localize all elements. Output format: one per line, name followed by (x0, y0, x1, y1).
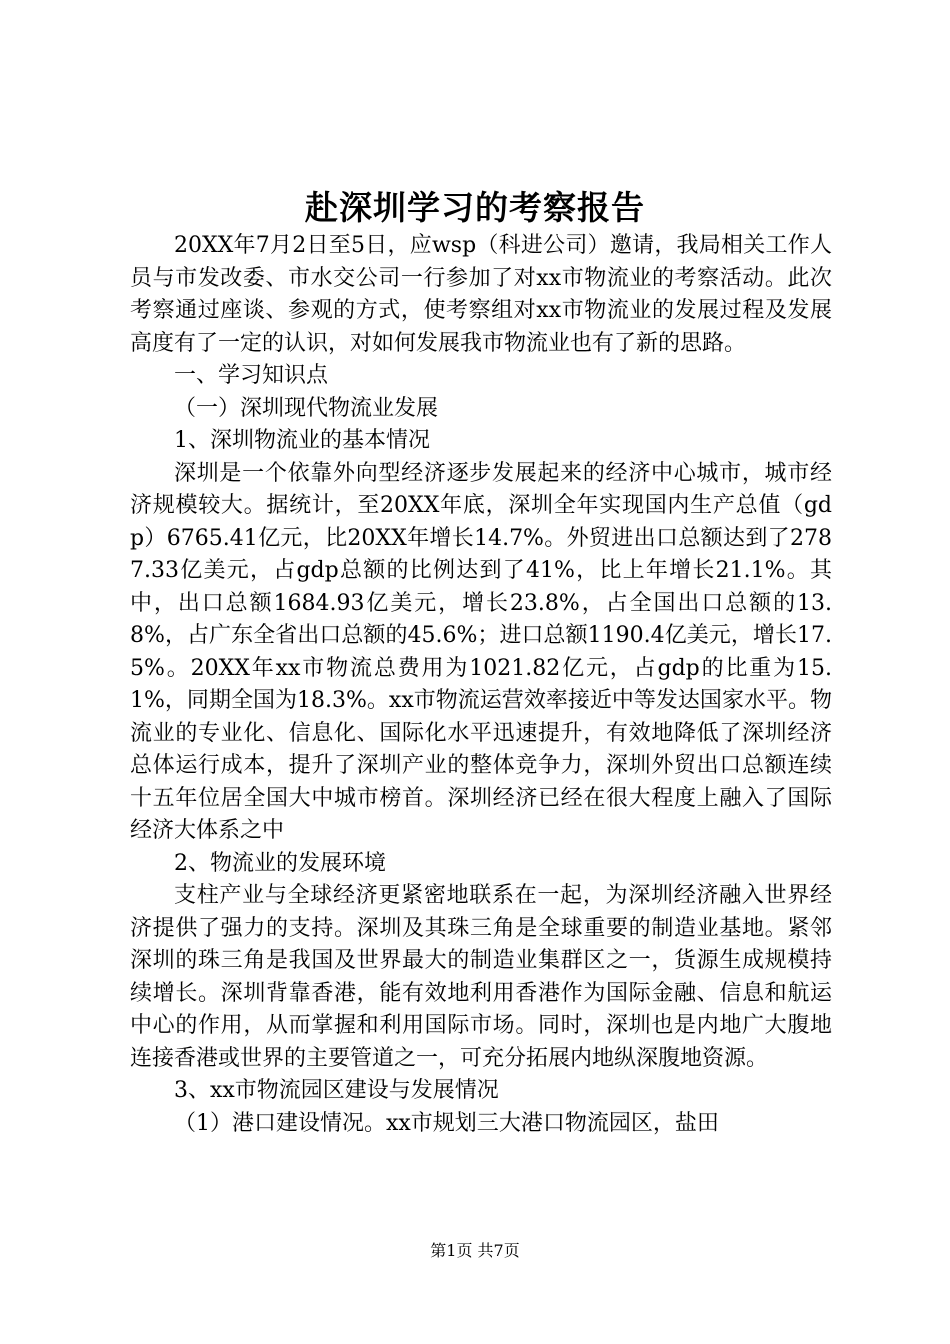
heading-section-1: 一、学习知识点 (174, 363, 329, 388)
heading-subsection-1: （一）深圳现代物流业发展 (174, 395, 439, 421)
paragraph-basic-situation: 深圳是一个依靠外向型经济逐步发展起来的经济中心城市，城市经济规模较大。据统计，至20XX年底，深圳全年实现国内生产总值（gdp）6765.41亿元，比20XX年增长14.7%。外贸进出口总额达到了2787.33亿美元，占gdp总额的比例达到了41%，比上年增长21.1%。其中，出口总额1684.93亿美元，增长23.8%，占全国出口总额的13.8%，占广东全省出口总额的45.6%；进口总额1190.4亿美元，增长17.5%。20XX年xx市物流总费用为1021.82亿元，占gdp的比重为15.1%，同期全国为18.3%。xx市物流运营效率接近中等发达国家水平。物流业的专业化、信息化、国际化水平迅速提升，有效地降低了深圳经济总体运行成本，提升了深圳产业的整体竞争力，深圳外贸出口总额连续十五年位居全国大中城市榜首。深圳经济已经在很大程度上融入了国际经济大体系之中 (130, 460, 832, 843)
paragraph-environment: 支柱产业与全球经济更紧密地联系在一起，为深圳经济融入世界经济提供了强力的支持。深圳及其珠三角是全球重要的制造业基地。紧邻深圳的珠三角是我国及世界最大的制造业集群区之一，货源生成规模持续增长。深圳背靠香港，能有效地利用香港作为国际金融、信息和航运中心的作用，从而掌握和利用国际市场。同时，深圳也是内地广大腹地连接香港或世界的主要管道之一，可充分拓展内地纵深腹地资源。 (130, 883, 832, 1071)
heading-item-3: 3、xx市物流园区建设与发展情况 (174, 1078, 499, 1103)
heading-item-2: 2、物流业的发展环境 (174, 850, 386, 876)
heading-item-1: 1、深圳物流业的基本情况 (174, 428, 430, 453)
paragraph-port-construction: （1）港口建设情况。xx市规划三大港口物流园区，盐田 (174, 1110, 719, 1136)
document-body (130, 230, 832, 1140)
page-footer: 第1页 共7页 (430, 1241, 520, 1260)
document-title: 赴深圳学习的考察报告 (305, 188, 645, 227)
paragraph-intro: 20XX年7月2日至5日，应wsp（科进公司）邀请，我局相关工作人员与市发改委、市水交公司一行参加了对xx市物流业的考察活动。此次考察通过座谈、参观的方式，使考察组对xx市物流业的发展过程及发展高度有了一定的认识，对如何发展我市物流业也有了新的思路。 (130, 233, 832, 356)
